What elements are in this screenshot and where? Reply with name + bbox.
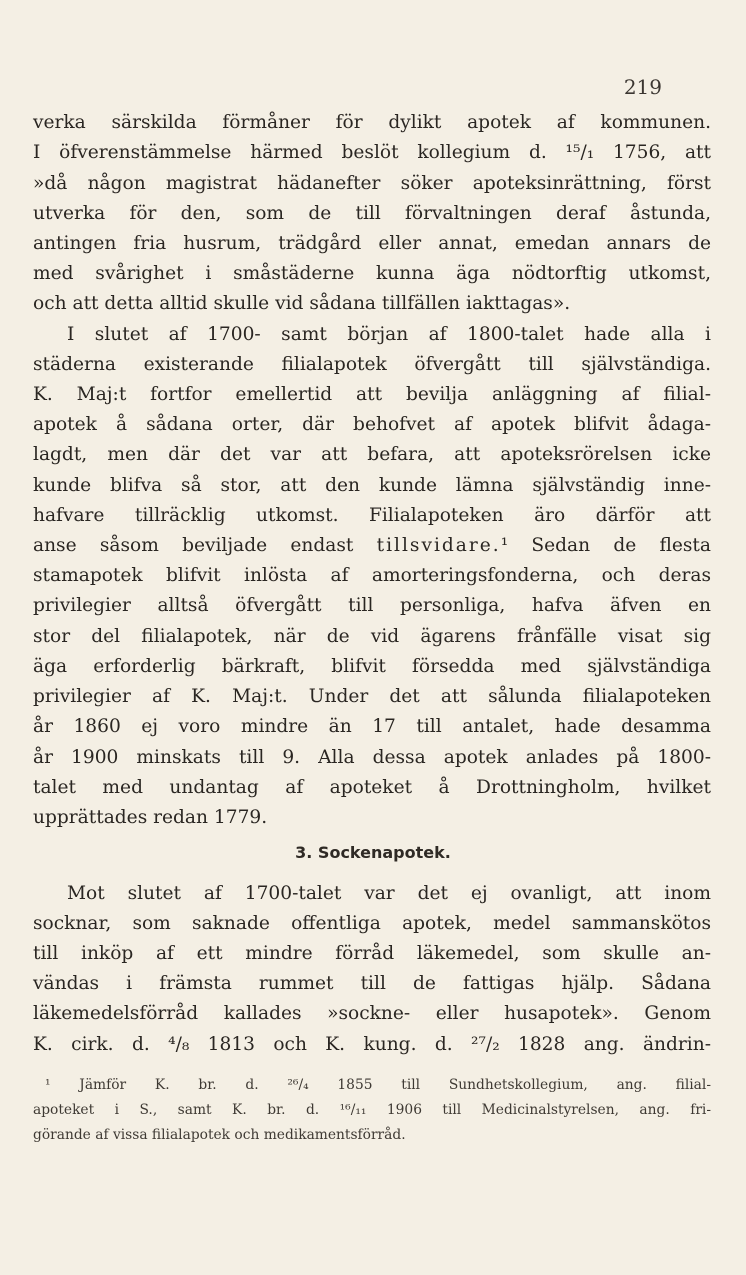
text-line: »då någon magistrat hädanefter söker apoteksinrättning, först xyxy=(33,173,711,194)
text-line: städerna existerande filialapotek öfvergått till självständiga. xyxy=(33,354,711,375)
page-number: 219 xyxy=(623,75,662,99)
text-line: K. Maj:t fortfor emellertid att bevilja anläggning af filial- xyxy=(33,384,711,405)
text-line: lagdt, men där det var att befara, att apoteksrörelsen icke xyxy=(33,444,711,465)
text-line: år 1860 ej voro mindre än 17 till antalet, hade desamma xyxy=(33,716,711,737)
text-line: talet med undantag af apoteket å Drottningholm, hvilket xyxy=(33,777,711,798)
text-line: privilegier alltså öfvergått till personliga, hafva äfven en xyxy=(33,595,711,616)
text-line: stamapotek blifvit inlösta af amorteringsfonderna, och deras xyxy=(33,565,711,586)
text-line xyxy=(33,534,711,558)
text-line: med svårighet i småstäderne kunna äga nödtorftig utkomst, xyxy=(33,263,711,284)
text-run: Sedan de flesta xyxy=(531,535,711,556)
text-line: I slutet af 1700- samt början af 1800-talet hade alla i xyxy=(67,324,711,345)
text-line: äga erforderlig bärkraft, blifvit försedda med självständiga xyxy=(33,656,711,677)
text-line: antingen fria husrum, trädgård eller annat, emedan annars de xyxy=(33,233,711,254)
text-line: upprättades redan 1779. xyxy=(33,807,268,828)
text-line: verka särskilda förmåner för dylikt apotek af kommunen. xyxy=(33,112,711,133)
text-line: och att detta alltid skulle vid sådana tillfällen iakttagas». xyxy=(33,293,571,314)
text-line: hafvare tillräcklig utkomst. Filialapoteken äro därför att xyxy=(33,505,711,526)
text-line: I öfverenstämmelse härmed beslöt kollegium d. ¹⁵/₁ 1756, att xyxy=(33,142,711,163)
text-line: till inköp af ett mindre förråd läkemedel, som skulle an- xyxy=(33,943,711,964)
text-line: privilegier af K. Maj:t. Under det att sålunda filialapoteken xyxy=(33,686,711,707)
section-heading: 3. Sockenapotek. xyxy=(295,843,451,862)
text-line: socknar, som saknade offentliga apotek, medel sammanskötos xyxy=(33,913,711,934)
footnote-line: görande af vissa filialapotek och medikamentsförråd. xyxy=(33,1127,406,1143)
text-line: stor del filialapotek, när de vid ägarens frånfälle visat sig xyxy=(33,626,711,647)
text-line: läkemedelsförråd kallades »sockne- eller husapotek». Genom xyxy=(33,1003,711,1024)
text-line: apotek å sådana orter, där behofvet af apotek blifvit ådaga- xyxy=(33,414,711,435)
emphasized-word: tillsvidare. xyxy=(376,535,501,556)
text-line: år 1900 minskats till 9. Alla dessa apotek anlades på 1800- xyxy=(33,747,711,768)
footnote-line: ¹ Jämför K. br. d. ²⁶/₄ 1855 till Sundhetskollegium, ang. filial- xyxy=(45,1077,711,1093)
text-line: Mot slutet af 1700-talet var det ej ovanligt, att inom xyxy=(67,883,711,904)
footnote-line: apoteket i S., samt K. br. d. ¹⁶/₁₁ 1906 till Medicinalstyrelsen, ang. fri- xyxy=(33,1102,711,1118)
text-line: utverka för den, som de till förvaltningen deraf åstunda, xyxy=(33,203,711,224)
footnote-ref: ¹ xyxy=(500,535,509,556)
text-run: anse såsom beviljade endast xyxy=(33,535,354,556)
text-line: K. cirk. d. ⁴/₈ 1813 och K. kung. d. ²⁷/₂ 1828 ang. ändrin- xyxy=(33,1034,711,1055)
text-line: kunde blifva så stor, att den kunde lämna självständig inne- xyxy=(33,475,711,496)
text-line: vändas i främsta rummet till de fattigas hjälp. Sådana xyxy=(33,973,711,994)
